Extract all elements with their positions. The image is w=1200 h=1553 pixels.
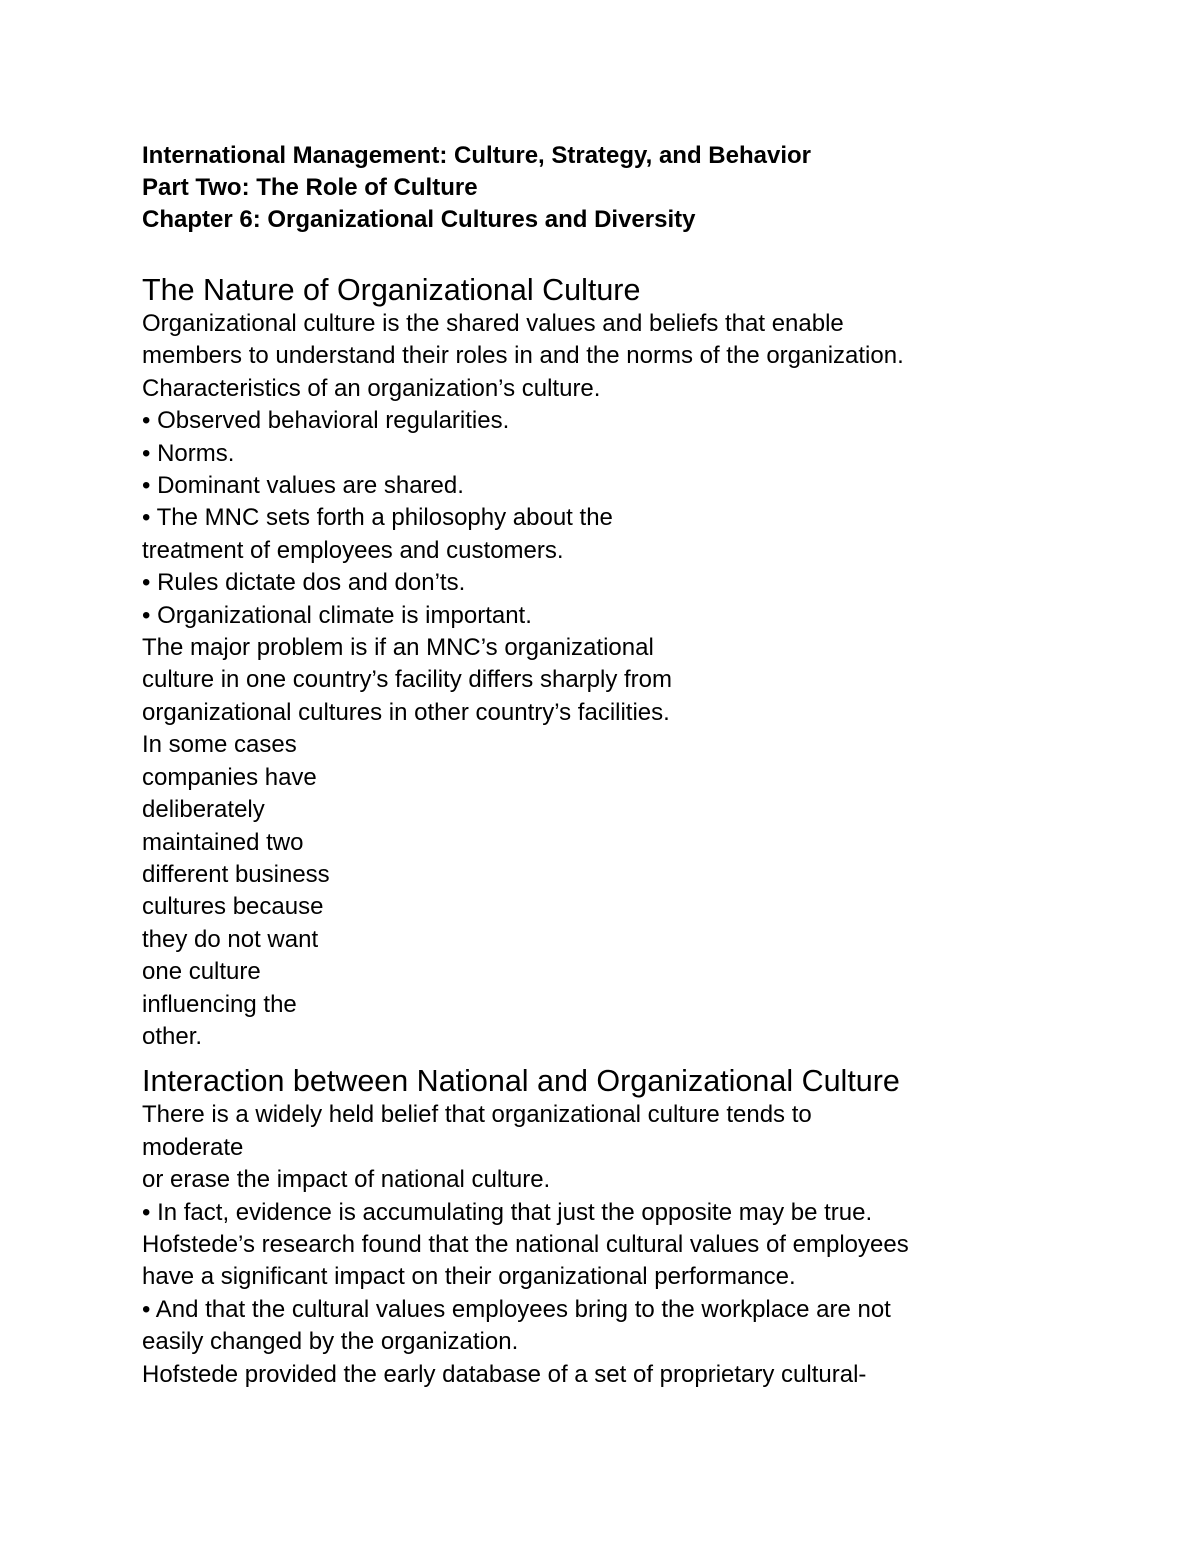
text-line: moderate xyxy=(142,1133,244,1161)
chapter-title: Chapter 6: Organizational Cultures and Diversity xyxy=(142,206,696,233)
part-title: Part Two: The Role of Culture xyxy=(142,174,478,201)
bullet-line: • Dominant values are shared. xyxy=(142,472,464,500)
bullet-line: • In fact, evidence is accumulating that just the opposite may be true. xyxy=(142,1198,873,1226)
text-line: Hofstede’s research found that the national cultural values of employees xyxy=(142,1230,909,1258)
bullet-line: • The MNC sets forth a philosophy about the xyxy=(142,504,613,532)
text-line: different business xyxy=(142,860,330,888)
book-title: International Management: Culture, Strategy, and Behavior xyxy=(142,142,811,169)
text-line: other. xyxy=(142,1022,203,1050)
section-body xyxy=(142,1099,1122,1391)
text-line: culture in one country’s facility differs sharply from xyxy=(142,666,673,694)
section-heading: Interaction between National and Organizational Culture xyxy=(142,1064,900,1099)
document-page xyxy=(142,140,1122,1391)
text-line: have a significant impact on their organizational performance. xyxy=(142,1263,796,1291)
section-body xyxy=(142,308,1122,1053)
text-line: Hofstede provided the early database of a set of proprietary cultural- xyxy=(142,1360,867,1388)
text-line: members to understand their roles in and the norms of the organization. xyxy=(142,342,904,370)
bullet-line: • Norms. xyxy=(142,439,235,467)
section-national-and-organizational-culture xyxy=(142,1063,1122,1391)
text-line: The major problem is if an MNC’s organizational xyxy=(142,634,654,662)
text-line: influencing the xyxy=(142,990,297,1018)
document-header xyxy=(142,140,1122,236)
text-line: There is a widely held belief that organizational culture tends to xyxy=(142,1101,812,1129)
text-line: organizational cultures in other country’s facilities. xyxy=(142,698,670,726)
text-line: Organizational culture is the shared values and beliefs that enable xyxy=(142,310,844,337)
text-line: companies have xyxy=(142,763,317,791)
bullet-line: • Rules dictate dos and don’ts. xyxy=(142,569,466,597)
text-line: deliberately xyxy=(142,796,265,824)
text-line: they do not want xyxy=(142,925,319,953)
text-line: Characteristics of an organization’s culture. xyxy=(142,374,601,402)
text-line: maintained two xyxy=(142,828,304,856)
text-line: In some cases xyxy=(142,731,297,759)
bullet-line: • And that the cultural values employees bring to the workplace are not xyxy=(142,1295,891,1323)
section-heading: The Nature of Organizational Culture xyxy=(142,273,641,307)
text-line: cultures because xyxy=(142,893,324,921)
text-line: or erase the impact of national culture. xyxy=(142,1166,551,1194)
bullet-line: • Organizational climate is important. xyxy=(142,601,532,629)
text-line: easily changed by the organization. xyxy=(142,1328,519,1356)
bullet-line: • Observed behavioral regularities. xyxy=(142,407,510,435)
text-line: one culture xyxy=(142,958,261,986)
text-line: treatment of employees and customers. xyxy=(142,536,564,564)
section-nature-of-organizational-culture xyxy=(142,272,1122,1053)
